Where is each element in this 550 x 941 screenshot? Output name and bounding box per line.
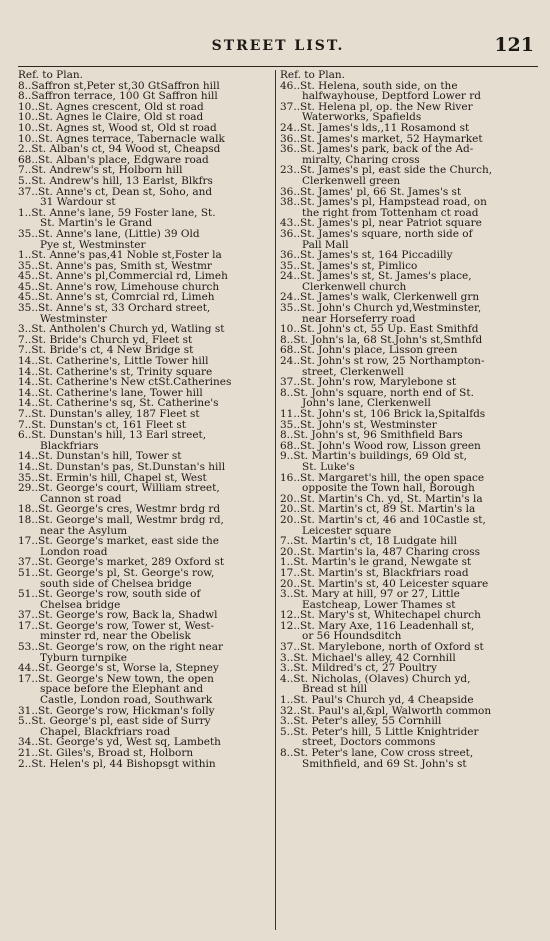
street-entry: 8..St. Peter's lane, Cow cross street,: [280, 748, 474, 759]
street-entry: 5..St. Peter's hill, 5 Little Knightrider: [280, 726, 479, 738]
street-entry: 1..St. Anne's pas,41 Noble st,Foster la: [18, 250, 222, 261]
right-column: [280, 70, 534, 930]
street-entry: 18..St. George's mall, Westmr brdg rd,: [18, 514, 224, 526]
street-entry: 10..St. Agnes st, Wood st, Old st road: [18, 122, 217, 134]
street-entry: 14..St. Catherine's lane, Tower hill: [18, 387, 203, 399]
street-entry: 38..St. James's pl, Hampstead road, on: [280, 197, 487, 208]
street-entry: 35..St. Ermin's hill, Chapel st, West: [18, 472, 207, 484]
street-entry: 20..St. Martin's st, 40 Leicester square: [280, 578, 489, 590]
street-entry: 7..St. Bride's Church yd, Fleet st: [18, 334, 193, 346]
street-entry: 3..St. Michael's alley, 42 Cornhill: [280, 652, 456, 664]
street-entry: 46..St. Helena, south side, on the: [280, 80, 458, 92]
street-entry: 17..St. George's market, east side the: [18, 536, 219, 547]
street-entry: 10..St. Agnes crescent, Old st road: [18, 101, 204, 113]
right-column-heading: Ref. to Plan.: [280, 69, 345, 81]
street-entry: 24..St. James's st, St. James's place,: [280, 271, 472, 282]
street-entry: 37..St. John's row, Marylebone st: [280, 377, 457, 388]
street-entry-continuation: south side of Chelsea bridge: [40, 578, 192, 590]
street-entry: 8..Saffron terrace, 100 Gt Saffron hill: [18, 91, 218, 102]
street-entry-continuation: Eastcheap, Lower Thames st: [302, 599, 456, 611]
street-entry: 68..St. Alban's place, Edgware road: [18, 154, 209, 166]
street-entry: 20..St. Martin's la, 487 Charing cross: [280, 546, 481, 558]
street-entry: 51..St. George's pl, St. George's row,: [18, 567, 215, 579]
street-entry: 20..St. Martin's ct, 89 St. Martin's la: [280, 504, 476, 515]
street-entry-continuation: halfwayhouse, Deptford Lower rd: [302, 91, 482, 102]
street-entry-continuation: Leicester square: [302, 525, 392, 537]
street-entry-continuation: Pall Mall: [302, 239, 349, 251]
left-column-heading: Ref. to Plan.: [18, 69, 83, 81]
street-entry: 37..St. Marylebone, north of Oxford st: [280, 642, 484, 653]
street-entry: 4..St. Nicholas, (Olaves) Church yd,: [280, 673, 471, 685]
street-entry-continuation: Pye st, Westminster: [40, 239, 146, 251]
street-entry-continuation: Smithfield, and 69 St. John's st: [302, 758, 467, 770]
street-entry: 31..St. George's row, Hickman's folly: [18, 705, 215, 717]
street-entry-continuation: Waterworks, Spafields: [302, 112, 422, 123]
street-entry: 7..St. Andrew's st, Holborn hill: [18, 165, 183, 176]
street-entry: 53..St. George's row, on the right near: [18, 642, 224, 653]
street-entry: 17..St. George's row, Tower st, West-: [18, 620, 215, 632]
street-entry: 10..St. Agnes le Claire, Old st road: [18, 112, 204, 123]
street-entry-continuation: London road: [40, 546, 108, 558]
street-entry: 20..St. Martin's Ch. yd, St. Martin's la: [280, 493, 483, 505]
street-entry: 14..St. Catherine's, Little Tower hill: [18, 356, 209, 367]
street-entry: 7..St. Bride's ct, 4 New Bridge st: [18, 345, 194, 357]
street-entry: 6..St. Dunstan's hill, 13 Earl street,: [18, 430, 207, 441]
street-entry-continuation: Chapel, Blackfriars road: [40, 726, 171, 738]
street-entry: 7..St. Dunstan's ct, 161 Fleet st: [18, 419, 187, 431]
street-entry: 3..St. Mary at hill, 97 or 27, Little: [280, 589, 460, 600]
right-column-entries: [280, 81, 534, 770]
street-entry: 1..St. Anne's lane, 59 Foster lane, St.: [18, 207, 216, 219]
street-entry: 3..St. Antholen's Church yd, Watling st: [18, 324, 225, 335]
street-entry: 36..St. James's market, 52 Haymarket: [280, 133, 483, 145]
street-entry: 23..St. James's pl, east side the Church,: [280, 165, 493, 176]
street-entry-continuation: the right from Tottenham ct road: [302, 207, 479, 219]
street-entry: 37..St. George's market, 289 Oxford st: [18, 557, 225, 568]
street-entry: 10..St. Agnes terrace, Tabernacle walk: [18, 133, 225, 145]
left-column: [18, 70, 272, 930]
street-entry: 7..St. Martin's ct, 18 Ludgate hill: [280, 536, 457, 547]
street-entry: 35..St. John's Church yd,Westminster,: [280, 303, 482, 314]
street-entry: 68..St. John's place, Lisson green: [280, 345, 458, 357]
street-entry: 24..St. James's lds,,11 Rosamond st: [280, 122, 470, 134]
street-entry: 18..St. George's cres, Westmr brdg rd: [18, 504, 221, 515]
street-entry: 34..St. George's yd, West sq, Lambeth: [18, 737, 221, 748]
street-entry: 5..St. Andrew's hill, 13 Earlst, Blkfrs: [18, 175, 213, 187]
street-entry: 37..St. Helena pl, op. the New River: [280, 101, 473, 113]
street-entry: 21..St. Giles's, Broad st, Holborn: [18, 748, 194, 759]
street-entry: 1..St. Martin's le grand, Newgate st: [280, 557, 472, 568]
street-entry: 32..St. Paul's al,&pl, Walworth common: [280, 705, 492, 717]
street-entry: 14..St. Catherine's New ctSt.Catherines: [18, 377, 232, 388]
street-entry-continuation: Clerkenwell green: [302, 175, 401, 187]
street-entry: 1..St. Paul's Church yd, 4 Cheapside: [280, 695, 474, 706]
street-entry: 9..St. Martin's buildings, 69 Old st,: [280, 451, 467, 462]
street-entry-continuation: St. Martin's le Grand: [40, 218, 153, 229]
street-entry: 36..St. James's st, 164 Piccadilly: [280, 250, 453, 261]
page-number: 121: [494, 34, 534, 56]
street-entry: 17..St. Martin's st, Blackfriars road: [280, 567, 469, 579]
street-entry: 36..St. James's square, north side of: [280, 228, 473, 240]
street-entry: 8..Saffron st,Peter st,30 GtSaffron hill: [18, 80, 220, 92]
street-entry: 37..St. George's row, Back la, Shadwl: [18, 610, 218, 621]
street-entry: 12..St. Mary's st, Whitechapel church: [280, 610, 481, 621]
street-entry-continuation: Clerkenwell church: [302, 281, 407, 293]
street-entry-continuation: near the Asylum: [40, 525, 128, 537]
street-entry-continuation: miralty, Charing cross: [302, 154, 420, 166]
street-entry: 12..St. Mary Axe, 116 Leadenhall st,: [280, 620, 475, 632]
street-entry-continuation: minster rd, near the Obelisk: [40, 631, 191, 643]
street-entry-continuation: Bread st hill: [302, 684, 368, 696]
street-entry: 35..St. Anne's lane, (Little) 39 Old: [18, 228, 200, 240]
street-entry: 10..St. John's ct, 55 Up. East Smithfd: [280, 324, 479, 335]
street-entry: 43..St. James's pl, near Patriot square: [280, 218, 482, 229]
street-entry-continuation: Castle, London road, Southwark: [40, 695, 213, 706]
street-entry-continuation: street, Clerkenwell: [302, 366, 404, 378]
street-entry: 14..St. Dunstan's pas, St.Dunstan's hill: [18, 461, 226, 473]
street-entry: 45..St. Anne's pl,Commercial rd, Limeh: [18, 271, 228, 282]
street-list-page: [18, 30, 538, 930]
street-columns: [18, 70, 538, 930]
street-entry-continuation: Westminster: [40, 313, 107, 325]
street-entry: 11..St. John's st, 106 Brick la,Spitalfds: [280, 409, 486, 420]
street-entry-continuation: John's lane, Clerkenwell: [302, 398, 431, 409]
street-entry-continuation: Tyburn turnpike: [40, 652, 127, 664]
street-entry: 8..St. John's st, 96 Smithfield Bars: [280, 430, 463, 441]
street-entry: 45..St. Anne's st, Comrcial rd, Limeh: [18, 292, 215, 304]
street-entry-continuation: space before the Elephant and: [40, 684, 204, 696]
street-entry: 44..St. George's st, Worse la, Stepney: [18, 663, 219, 674]
street-entry: 35..St. Anne's pas, Smith st, Westmr: [18, 260, 212, 272]
street-entry: 68..St. John's Wood row, Lisson green: [280, 440, 481, 452]
street-entry: 17..St. George's New town, the open: [18, 673, 214, 685]
street-entry: 8..St. John's square, north end of St.: [280, 387, 474, 399]
street-entry: 35..St. Anne's st, 33 Orchard street,: [18, 303, 211, 314]
street-entry: 3..St. Peter's alley, 55 Cornhill: [280, 716, 442, 727]
page-header: [18, 30, 538, 67]
street-entry-continuation: opposite the Town hall, Borough: [302, 483, 475, 494]
street-entry: 8..St. John's la, 68 St.John's st,Smthfd: [280, 334, 483, 346]
page-title: STREET LIST.: [211, 38, 345, 54]
left-column-entries: [18, 81, 272, 770]
street-entry: 29..St. George's court, William street,: [18, 483, 220, 494]
street-entry-continuation: Cannon st road: [40, 493, 122, 505]
street-entry-continuation: near Horseferry road: [302, 313, 416, 325]
street-entry: 2..St. Helen's pl, 44 Bishopsgt within: [18, 758, 216, 770]
street-entry-continuation: Blackfriars: [40, 440, 99, 452]
street-entry: 20..St. Martin's ct, 46 and 10Castle st,: [280, 514, 486, 526]
street-entry-continuation: 31 Wardour st: [40, 197, 116, 208]
street-entry: 14..St. Catherine's sq, St. Catherine's: [18, 398, 219, 409]
street-entry: 24..St. John's st row, 25 Northampton-: [280, 356, 485, 367]
street-entry-continuation: St. Luke's: [302, 461, 355, 473]
street-entry: 51..St. George's row, south side of: [18, 589, 201, 600]
street-entry: 14..St. Catherine's st, Trinity square: [18, 366, 213, 378]
street-entry: 35..St. John's st, Westminster: [280, 419, 437, 431]
street-entry: 24..St. James's walk, Clerkenwell grn: [280, 292, 480, 304]
street-entry: 35..St. James's st, Pimlico: [280, 260, 418, 272]
street-entry: 36..St. James's park, back of the Ad-: [280, 144, 474, 155]
street-entry: 37..St. Anne's ct, Dean st, Soho, and: [18, 186, 213, 198]
street-entry: 2..St. Alban's ct, 94 Wood st, Cheapsd: [18, 144, 221, 155]
street-entry: 16..St. Margaret's hill, the open space: [280, 472, 485, 484]
street-entry: 45..St. Anne's row, Limehouse church: [18, 281, 220, 293]
street-entry-continuation: street, Doctors commons: [302, 737, 436, 748]
street-entry: 14..St. Dunstan's hill, Tower st: [18, 451, 182, 462]
street-entry-continuation: Chelsea bridge: [40, 599, 121, 611]
street-entry: 36..St. James' pl, 66 St. James's st: [280, 186, 462, 198]
street-entry: 5..St. George's pl, east side of Surry: [18, 716, 211, 727]
street-entry-continuation: or 56 Houndsditch: [302, 631, 402, 643]
street-entry: 7..St. Dunstan's alley, 187 Fleet st: [18, 409, 200, 420]
street-entry: 3..St. Mildred's ct, 27 Poultry: [280, 663, 437, 674]
column-divider: [275, 70, 276, 930]
